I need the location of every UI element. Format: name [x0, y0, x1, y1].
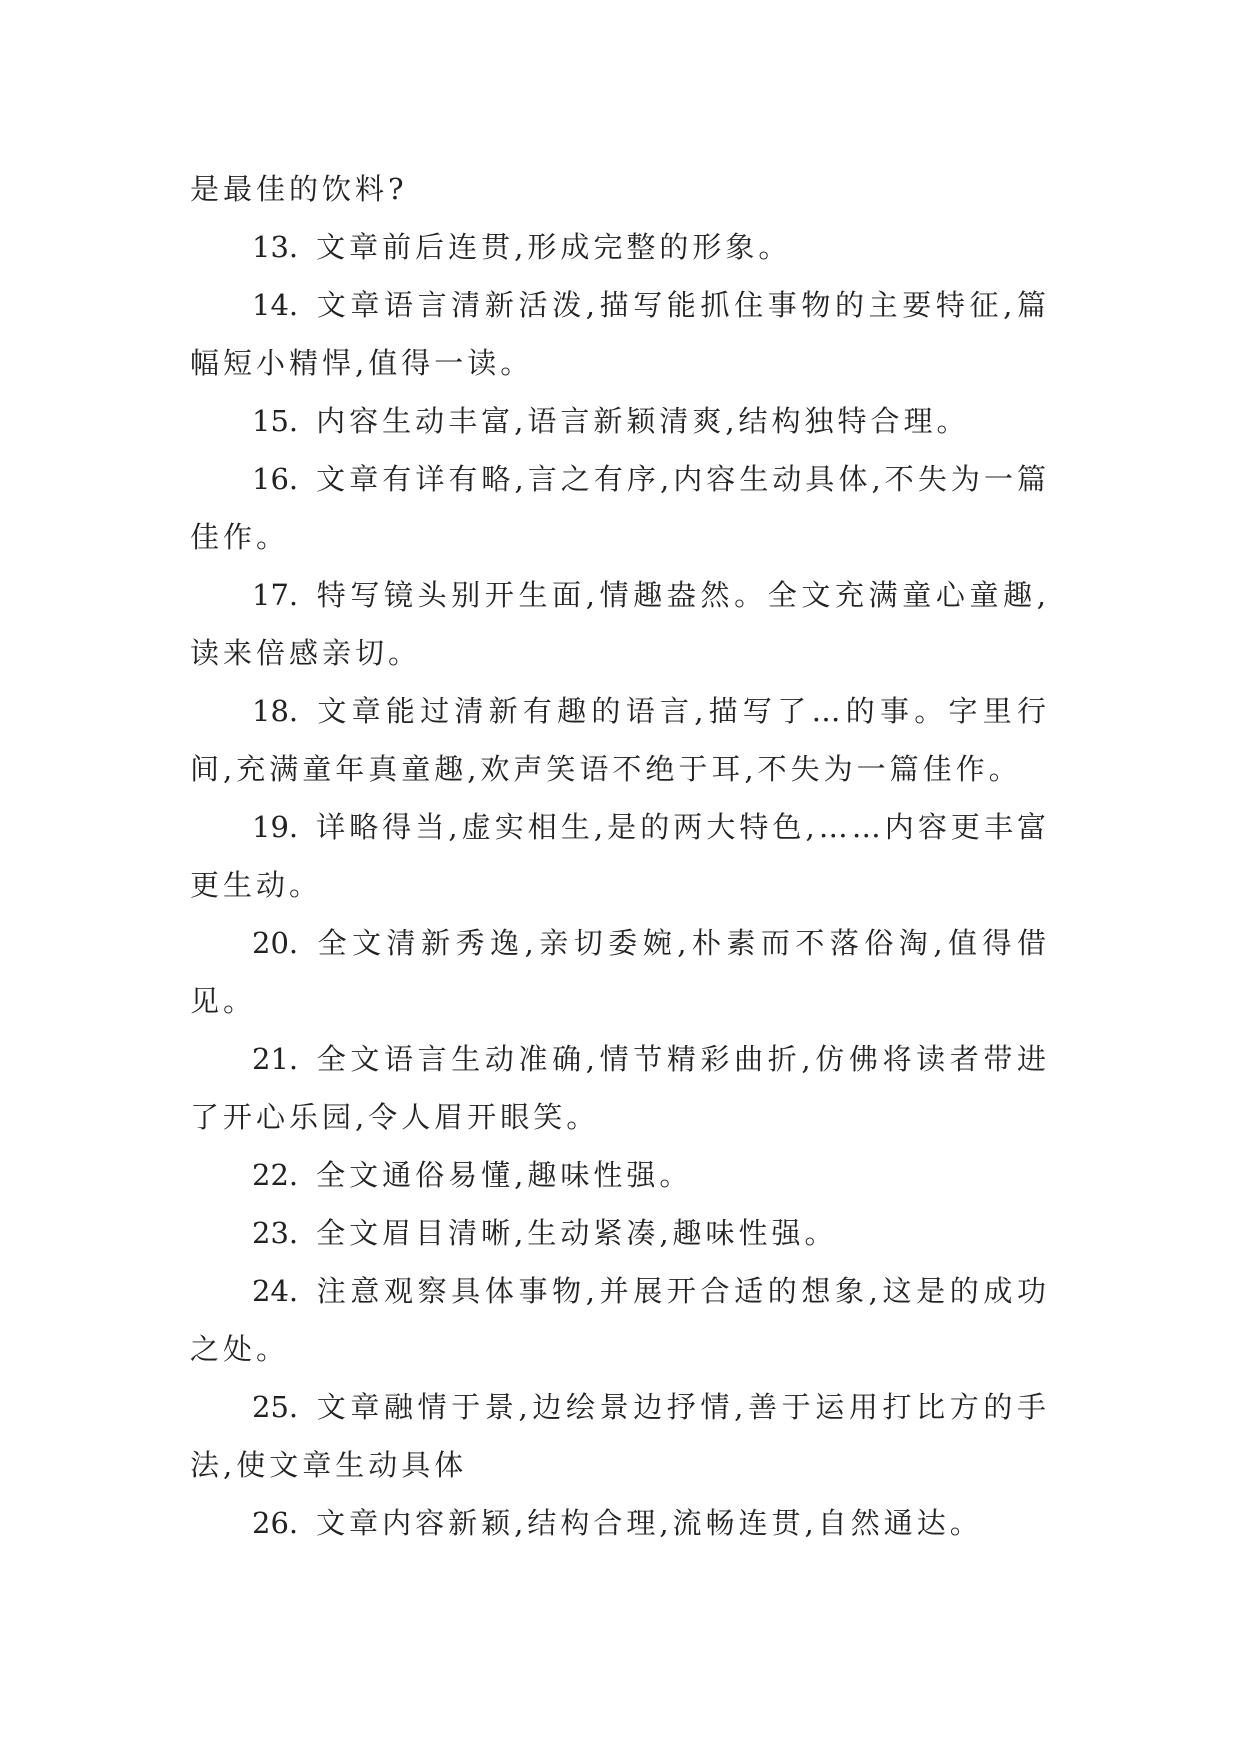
list-item: [190, 1262, 1050, 1378]
list-item: [190, 1494, 1050, 1552]
list-item: [190, 392, 1050, 450]
list-item: [190, 218, 1050, 276]
list-item: [190, 798, 1050, 914]
list-item: [190, 1030, 1050, 1146]
item-text: 文章内容新颖,结构合理,流畅连贯,自然通达。: [316, 1506, 983, 1540]
item-text: 注意观察具体事物,并展开合适的想象,这是的成功之处。: [190, 1274, 1050, 1366]
list-item: [190, 1146, 1050, 1204]
item-number: 26.: [252, 1506, 299, 1540]
item-number: 25.: [252, 1390, 299, 1424]
item-number: 23.: [252, 1216, 299, 1250]
item-number: 16.: [252, 462, 299, 496]
item-text: 全文眉目清晰,生动紧凑,趣味性强。: [316, 1216, 838, 1250]
item-text: 全文清新秀逸,亲切委婉,朴素而不落俗淘,值得借见。: [190, 926, 1050, 1018]
item-text: 文章前后连贯,形成完整的形象。: [316, 230, 792, 264]
item-number: 20.: [252, 926, 299, 960]
list-item: [190, 914, 1050, 1030]
list-item: [190, 450, 1050, 566]
item-number: 19.: [252, 810, 299, 844]
item-text: 全文语言生动准确,情节精彩曲折,仿佛将读者带进了开心乐园,令人眉开眼笑。: [190, 1042, 1050, 1134]
item-text: 内容生动丰富,语言新颖清爽,结构独特合理。: [316, 404, 970, 438]
list-item: [190, 276, 1050, 392]
item-number: 18.: [252, 694, 299, 728]
item-text: 文章能过清新有趣的语言,描写了…的事。字里行间,充满童年真童趣,欢声笑语不绝于耳,不失为一篇佳作。: [190, 694, 1050, 786]
item-text: 详略得当,虚实相生,是的两大特色,……内容更丰富更生动。: [190, 810, 1050, 902]
list-item: [190, 682, 1050, 798]
item-number: 21.: [252, 1042, 299, 1076]
item-number: 13.: [252, 230, 299, 264]
item-text: 文章融情于景,边绘景边抒情,善于运用打比方的手法,使文章生动具体: [190, 1390, 1050, 1482]
item-text: 全文通俗易懂,趣味性强。: [316, 1158, 693, 1192]
item-number: 17.: [252, 578, 299, 612]
item-text: 特写镜头别开生面,情趣盎然。全文充满童心童趣,读来倍感亲切。: [190, 578, 1050, 670]
list-item: [190, 566, 1050, 682]
item-text: 文章有详有略,言之有序,内容生动具体,不失为一篇佳作。: [190, 462, 1050, 554]
intro-line: 是最佳的饮料?: [190, 172, 408, 206]
item-text: 文章语言清新活泼,描写能抓住事物的主要特征,篇幅短小精悍,值得一读。: [190, 288, 1050, 380]
item-number: 15.: [252, 404, 299, 438]
item-number: 22.: [252, 1158, 299, 1192]
item-number: 24.: [252, 1274, 299, 1308]
list-item: [190, 1204, 1050, 1262]
document-body: [190, 160, 1050, 1552]
item-number: 14.: [252, 288, 299, 322]
list-item: [190, 1378, 1050, 1494]
